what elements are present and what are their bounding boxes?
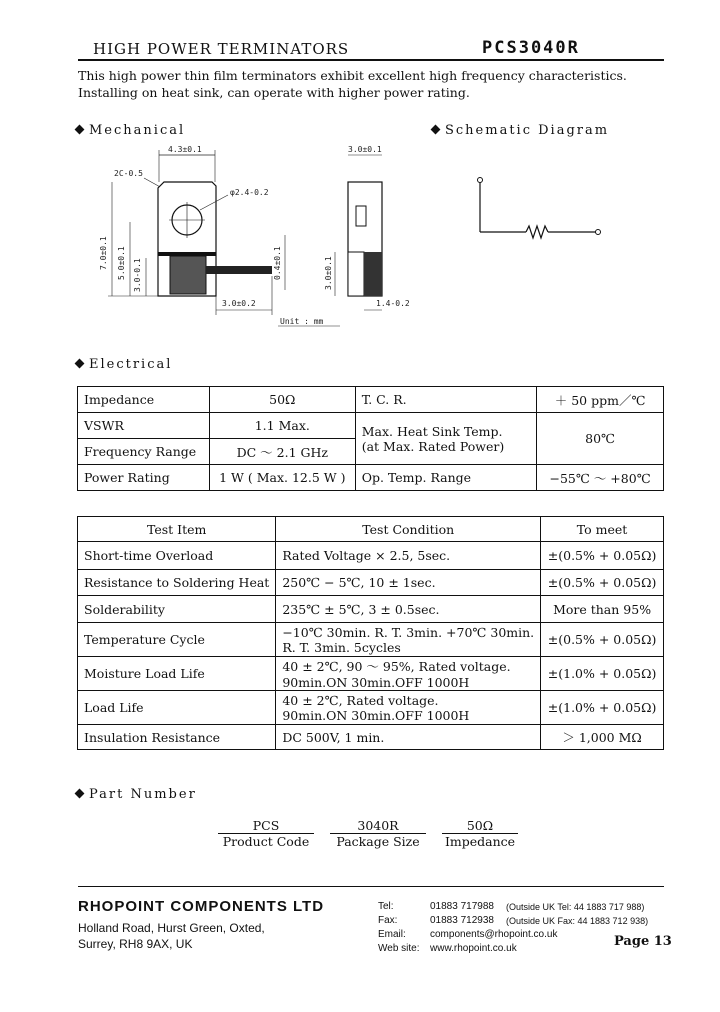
table-row: Resistance to Soldering Heat 250℃ − 5℃, 10 ± 1sec. ±(0.5% + 0.05Ω) (78, 570, 664, 596)
heat-sink-label: Max. Heat Sink Temp. (at Max. Rated Power) (355, 413, 536, 465)
table-row: Solderability 235℃ ± 5℃, 3 ± 0.5sec. More than 95% (78, 596, 664, 623)
intro-line-2: Installing on heat sink, can operate with higher power rating. (78, 85, 470, 100)
website-link[interactable]: www.rhopoint.co.uk (430, 943, 517, 954)
dim-height-total: 7.0±0.1 (99, 236, 108, 270)
dim-height-mid: 5.0±0.1 (117, 246, 126, 280)
table-row: Short-time Overload Rated Voltage × 2.5, 5sec. ±(0.5% + 0.05Ω) (78, 542, 664, 570)
table-row: Impedance 50Ω T. C. R. ＋ 50 ppm／℃ (78, 387, 664, 413)
unit-label: Unit : mm (280, 317, 324, 326)
dim-side-width: 3.0±0.1 (348, 145, 382, 154)
company-name: RHOPOINT COMPONENTS LTD (78, 898, 325, 915)
dim-width-bottom: 3.0±0.2 (222, 299, 256, 308)
intro-text (78, 67, 678, 101)
table-row: Insulation Resistance DC 500V, 1 min. ＞ 1,000 MΩ (78, 725, 664, 750)
contact-labels: Tel: Fax: Email: Web site: (378, 901, 420, 954)
part-number-impedance: 50Ω Impedance (442, 818, 518, 849)
table-header-row: Test Item Test Condition To meet (78, 517, 664, 542)
part-number-product-code: PCS Product Code (218, 818, 314, 849)
footer-rule (78, 886, 664, 887)
diamond-bullet-icon (75, 359, 85, 369)
contact-extras: (Outside UK Tel: 44 1883 717 988) (Outside UK Fax: 44 1883 712 938) (506, 902, 649, 926)
intro-line-1: This high power thin film terminators exhibit excellent high frequency characteristics. (78, 68, 627, 83)
table-row: Load Life 40 ± 2℃, Rated voltage. 90min.ON 30min.OFF 1000H ±(1.0% + 0.05Ω) (78, 691, 664, 725)
table-row: Moisture Load Life 40 ± 2℃, 90 ～ 95%, Rated voltage. 90min.ON 30min.OFF 1000H ±(1.0% + 0.05Ω) (78, 657, 664, 691)
mechanical-drawing (80, 140, 410, 340)
diamond-bullet-icon (75, 789, 85, 799)
header-rule (78, 59, 664, 61)
email-link[interactable]: components@rhopoint.co.uk (430, 929, 558, 940)
schematic-drawing (470, 170, 610, 240)
section-electrical: Electrical (74, 357, 172, 372)
electrical-table (77, 386, 664, 491)
company-address: Holland Road, Hurst Green, Oxted, Surrey, RH8 9AX, UK (78, 921, 265, 951)
test-table (77, 516, 664, 750)
table-row: VSWR 1.1 Max. Max. Heat Sink Temp. (at Max. Rated Power) 80℃ (78, 413, 664, 439)
table-row: Power Rating 1 W ( Max. 12.5 W ) Op. Temp. Range −55℃ ～ +80℃ (78, 465, 664, 491)
part-number-package-size: 3040R Package Size (330, 818, 426, 849)
dim-side-height: 3.0±0.1 (324, 256, 333, 290)
contact-values: 01883 717988 01883 712938 components@rhopoint.co.uk www.rhopoint.co.uk (430, 901, 558, 954)
dim-side-depth: 1.4-0.2 (376, 299, 410, 308)
part-code: PCS3040R (482, 38, 580, 58)
table-row: Temperature Cycle −10℃ 30min. R. T. 3min. +70℃ 30min. R. T. 3min. 5cycles ±(0.5% + 0.05Ω) (78, 623, 664, 657)
dim-lead: 0.4±0.1 (273, 246, 282, 280)
dim-corner: 2C-0.5 (114, 169, 143, 178)
page-title: HIGH POWER TERMINATORS (93, 40, 350, 58)
page-number: Page 13 (614, 934, 672, 949)
diamond-bullet-icon (431, 125, 441, 135)
section-mechanical: Mechanical (74, 123, 185, 138)
diamond-bullet-icon (75, 125, 85, 135)
section-part-number: Part Number (74, 787, 197, 802)
resistor-icon (526, 226, 548, 238)
dim-height-low: 3.0-0.1 (133, 258, 142, 292)
dim-width-top: 4.3±0.1 (168, 145, 202, 154)
table-row: Frequency Range DC ～ 2.1 GHz (78, 439, 664, 465)
section-schematic: Schematic Diagram (430, 123, 609, 138)
dim-hole: φ2.4-0.2 (230, 188, 269, 197)
